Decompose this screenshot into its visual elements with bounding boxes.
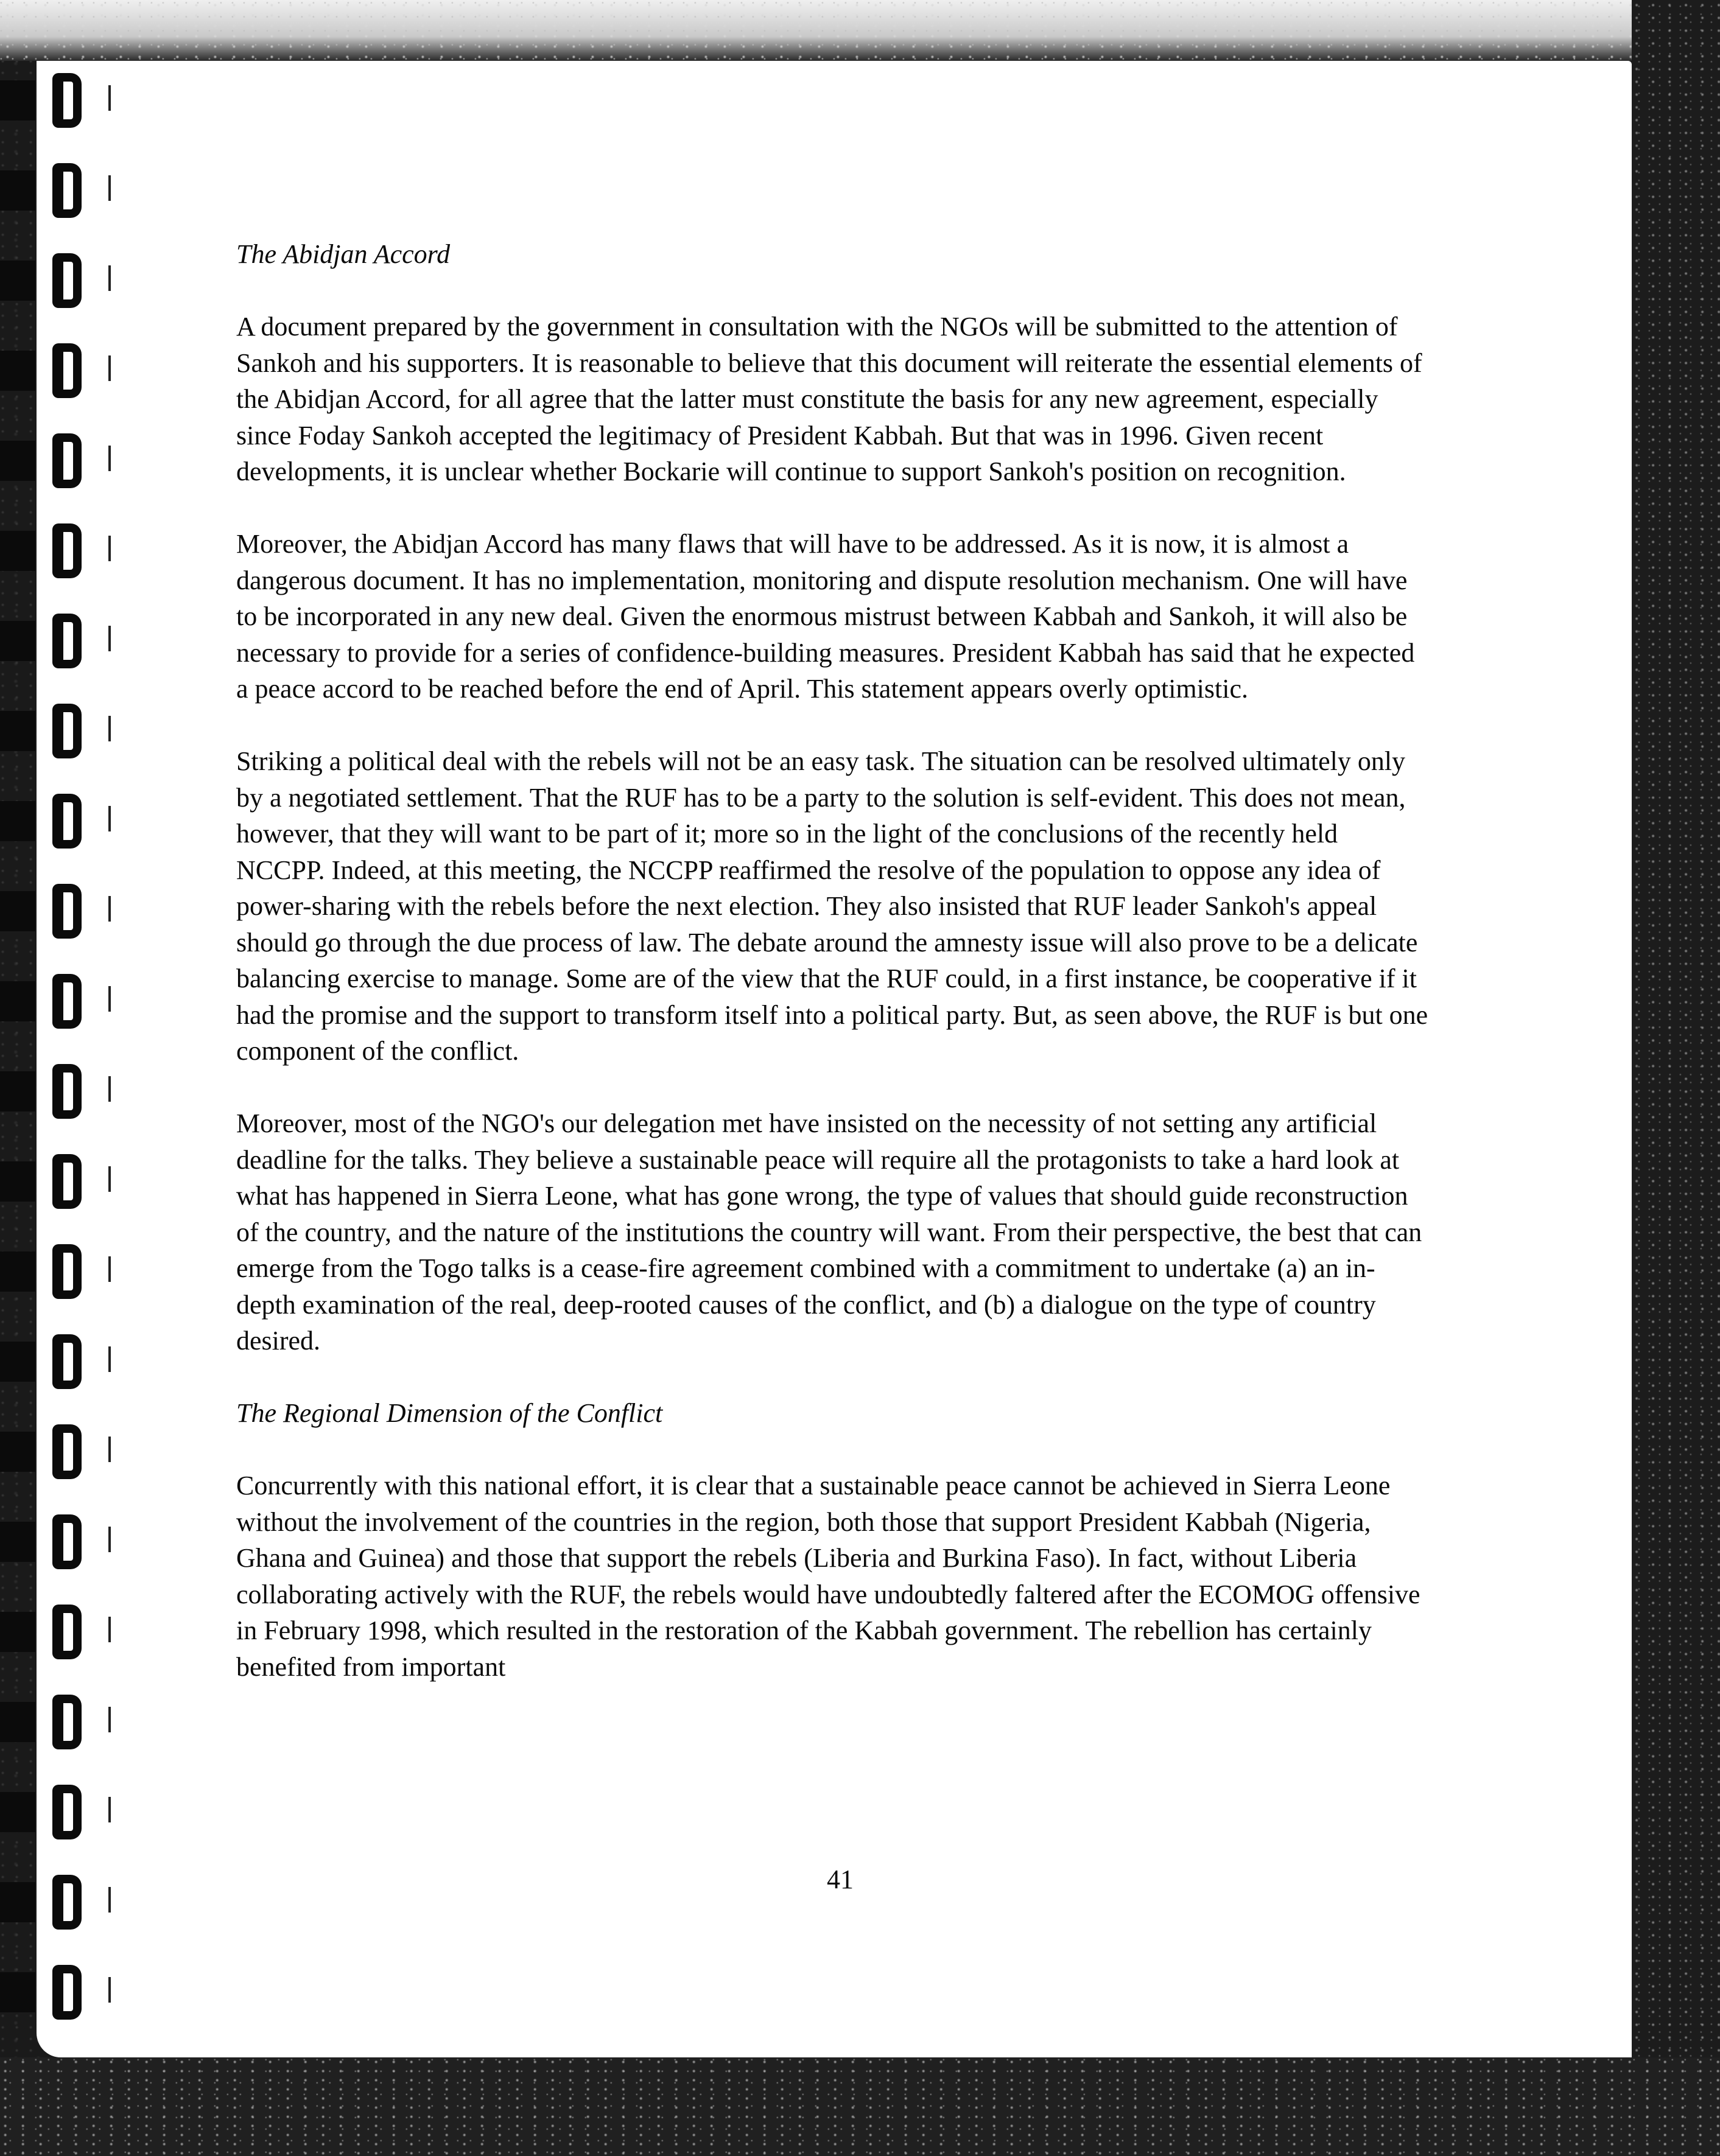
binding-ring-tab	[0, 261, 35, 301]
binding-ring	[0, 1244, 116, 1299]
binding-ring-loop	[52, 343, 82, 398]
paragraph: Moreover, the Abidjan Accord has many flaws that will have to be addressed. As it is now, it is almost a dangerous document. It has no implementation, monitoring and dispute resolution mechanism. One will have to be incorporated in any new deal. Given the enormous mistrust between Kabbah and Sankoh, it will also be necessary to provide for a series of confidence-building measures. President Kabbah has said that he expected a peace accord to be reached before the end of April. This statement appears overly optimistic.	[236, 529, 1415, 704]
binding-ring-tick	[108, 716, 111, 741]
binding-ring-tick	[108, 1166, 111, 1192]
binding-ring-tab	[0, 1522, 35, 1562]
binding-ring-tick	[108, 1256, 111, 1282]
binding-ring-tick	[108, 1437, 111, 1462]
binding-ring-tab	[0, 531, 35, 571]
binding-ring-tick	[108, 1076, 111, 1102]
binding-ring-loop	[52, 1965, 82, 2020]
binding-ring-loop	[52, 1334, 82, 1389]
binding-ring-loop	[52, 974, 82, 1029]
binding-ring-tab	[0, 1161, 35, 1202]
binding-ring-tab	[0, 1972, 35, 2012]
binding-ring-loop	[52, 884, 82, 939]
binding-ring-loop	[52, 253, 82, 308]
binding-ring	[0, 343, 116, 398]
binding-ring-tick	[108, 986, 111, 1012]
binding-ring	[0, 1695, 116, 1749]
binding-ring	[0, 1605, 116, 1659]
binding-ring	[0, 433, 116, 488]
binding-ring-tick	[108, 1797, 111, 1822]
paragraph: Striking a political deal with the rebels will not be an easy task. The situation can be resolved ultimately only by a negotiated settlement. That the RUF has to be a party to the solution is self-evident. This does not mean, however, that they will want to be part of it; more so in the light of the conclusions of the recently held NCCPP. Indeed, at this meeting, the NCCPP reaffirmed the resolve of the population to oppose any idea of power-sharing with the rebels before the next election. They also insisted that RUF leader Sankoh's appeal should go through the due process of law. The debate around the amnesty issue will also prove to be a delicate balancing exercise to manage. Some are of the view that the RUF could, in a first instance, be cooperative if it had the promise and the support to transform itself into a political party. But, as seen above, the RUF is but one component of the conflict.	[236, 746, 1428, 1066]
binding-ring	[0, 704, 116, 758]
binding-ring-loop	[52, 433, 82, 488]
binding-ring-loop	[52, 614, 82, 668]
binding-ring-tab	[0, 801, 35, 841]
binding-ring-tab	[0, 1702, 35, 1742]
binding-ring	[0, 614, 116, 668]
paragraph: A document prepared by the government in consultation with the NGOs will be submitted to the attention of Sankoh and his supporters. It is reasonable to believe that this document will reiterate the essential elements of the Abidjan Accord, for all agree that the latter must constitute the basis for any new agreement, especially since Foday Sankoh accepted the legitimacy of President Kabbah. But that was in 1996. Given recent developments, it is unclear whether Bockarie will continue to support Sankoh's position on recognition.	[236, 312, 1422, 486]
binding-ring-tick	[108, 626, 111, 651]
binding-ring	[0, 884, 116, 939]
binding-ring-tick	[108, 806, 111, 831]
binding-ring-tick	[108, 1617, 111, 1642]
binding-ring-tab	[0, 1342, 35, 1382]
binding-ring	[0, 794, 116, 849]
binding-ring-loop	[52, 163, 82, 218]
binding-ring	[0, 253, 116, 308]
scan-right-edge	[1632, 0, 1720, 2156]
binding-ring-tick	[108, 1707, 111, 1732]
binding-ring-loop	[52, 1785, 82, 1839]
binding-ring	[0, 1334, 116, 1389]
binding-ring-tab	[0, 441, 35, 481]
binding-ring-loop	[52, 1244, 82, 1299]
binding-ring	[0, 73, 116, 128]
spiral-binding	[0, 61, 116, 2057]
binding-ring	[0, 1965, 116, 2020]
binding-ring	[0, 1064, 116, 1119]
binding-ring	[0, 523, 116, 578]
binding-ring-tick	[108, 896, 111, 922]
paragraph: Moreover, most of the NGO's our delegation met have insisted on the necessity of not setting any artificial deadline for the talks. They believe a sustainable peace will require all the protagonists to take a hard look at what has happened in Sierra Leone, what has gone wrong, the type of values that should guide reconstruction of the country, and the nature of the institutions the country will want. From their perspective, the best that can emerge from the Togo talks is a cease-fire agreement combined with a commitment to undertake (a) an in-depth examination of the real, deep-rooted causes of the conflict, and (b) a dialogue on the type of country desired.	[236, 1108, 1422, 1356]
binding-ring-loop	[52, 794, 82, 849]
binding-ring-loop	[52, 1154, 82, 1209]
binding-ring-tick	[108, 1346, 111, 1372]
binding-ring-loop	[52, 73, 82, 128]
section-heading-regional-dimension: The Regional Dimension of the Conflict	[236, 1398, 663, 1428]
document-body	[236, 236, 1430, 1685]
binding-ring-tick	[108, 355, 111, 381]
binding-ring-tick	[108, 265, 111, 291]
binding-ring-tick	[108, 536, 111, 561]
scan-bottom-edge	[0, 2057, 1720, 2156]
paragraph: Concurrently with this national effort, it is clear that a sustainable peace cannot be achieved in Sierra Leone without the involvement of the countries in the region, both those that support President Kabbah (Nigeria, Ghana and Guinea) and those that support the rebels (Liberia and Burkina Faso). In fact, without Liberia collaborating actively with the RUF, the rebels would have undoubtedly faltered after the ECOMOG offensive in February 1998, which resulted in the restoration of the Kabbah government. The rebellion has certainly benefited from important	[236, 1471, 1420, 1682]
binding-ring	[0, 1154, 116, 1209]
binding-ring-tab	[0, 1882, 35, 1922]
scan-top-edge	[0, 0, 1720, 61]
binding-ring-tick	[108, 446, 111, 471]
binding-ring-tab	[0, 981, 35, 1021]
page-number: 41	[827, 1864, 854, 1894]
binding-ring-tab	[0, 711, 35, 751]
binding-ring-tab	[0, 1251, 35, 1292]
binding-ring-tick	[108, 85, 111, 111]
binding-ring	[0, 974, 116, 1029]
binding-ring	[0, 1424, 116, 1479]
binding-ring	[0, 1875, 116, 1930]
binding-ring-loop	[52, 1605, 82, 1659]
binding-ring-tab	[0, 351, 35, 391]
section-heading-abidjan-accord: The Abidjan Accord	[236, 239, 451, 269]
binding-ring-tick	[108, 1977, 111, 2003]
binding-ring-loop	[52, 1875, 82, 1930]
binding-ring-tab	[0, 80, 35, 121]
binding-ring-loop	[52, 1514, 82, 1569]
binding-ring-tick	[108, 1527, 111, 1552]
binding-ring-tab	[0, 1071, 35, 1111]
binding-ring-tab	[0, 1432, 35, 1472]
binding-ring-tab	[0, 1612, 35, 1652]
binding-ring-loop	[52, 704, 82, 758]
binding-ring-loop	[52, 1424, 82, 1479]
binding-ring-tab	[0, 891, 35, 931]
binding-ring	[0, 163, 116, 218]
binding-ring-tab	[0, 1792, 35, 1832]
binding-ring	[0, 1514, 116, 1569]
binding-ring-loop	[52, 1064, 82, 1119]
binding-ring-tick	[108, 1887, 111, 1913]
binding-ring	[0, 1785, 116, 1839]
binding-ring-loop	[52, 1695, 82, 1749]
binding-ring-loop	[52, 523, 82, 578]
binding-ring-tick	[108, 175, 111, 201]
binding-ring-tab	[0, 170, 35, 211]
binding-ring-tab	[0, 621, 35, 661]
